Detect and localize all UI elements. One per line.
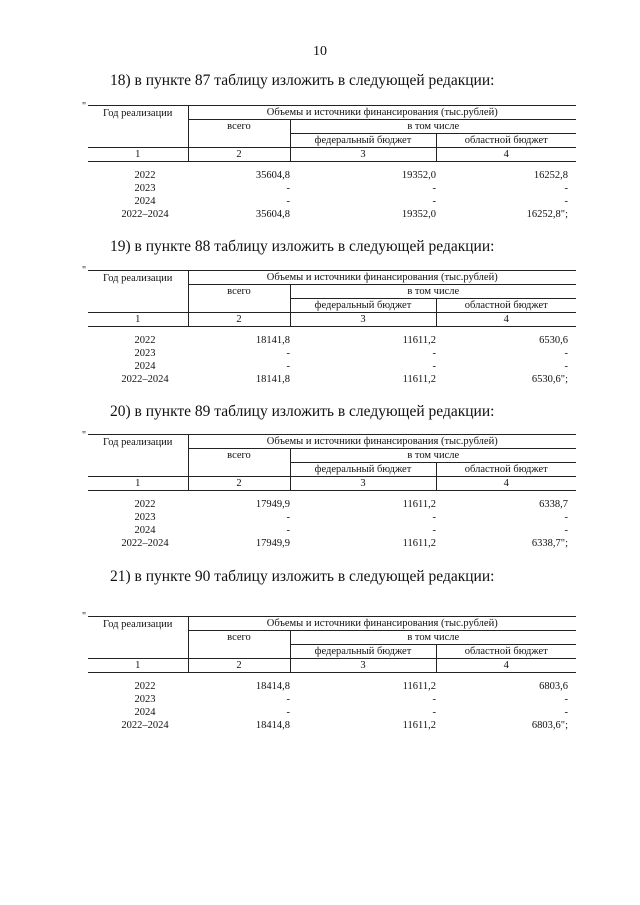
row-year: 2022 — [134, 335, 156, 346]
row-regional: - — [564, 348, 568, 359]
row-regional: 16252,8 — [533, 170, 568, 181]
header-total: всего — [188, 285, 290, 313]
row-year: 2022–2024 — [121, 209, 169, 220]
table-row — [88, 537, 576, 550]
table-row — [88, 327, 576, 348]
table-row — [88, 673, 576, 694]
row-total: 35604,8 — [255, 170, 290, 181]
column-number: 4 — [436, 477, 576, 491]
row-total: 18141,8 — [255, 335, 290, 346]
column-number: 4 — [436, 659, 576, 673]
table-row — [88, 195, 576, 208]
financing-table — [88, 616, 576, 732]
row-federal: 19352,0 — [401, 170, 436, 181]
financing-table — [88, 270, 576, 386]
header-year: Год реализации — [88, 435, 188, 477]
header-total: всего — [188, 631, 290, 659]
header-year: Год реализации — [88, 617, 188, 659]
row-regional: - — [564, 707, 568, 718]
row-federal: 11611,2 — [402, 335, 436, 346]
column-number: 2 — [188, 477, 290, 491]
header-regional: областной бюджет — [436, 645, 576, 659]
opening-quote: " — [82, 265, 87, 276]
table-row — [88, 182, 576, 195]
row-year: 2023 — [134, 183, 156, 194]
row-total: - — [286, 183, 290, 194]
row-year: 2022–2024 — [121, 720, 169, 731]
header-including: в том числе — [290, 631, 576, 645]
header-including: в том числе — [290, 285, 576, 299]
row-federal: - — [432, 512, 436, 523]
row-regional: - — [564, 512, 568, 523]
header-total: всего — [188, 120, 290, 148]
header-year: Год реализации — [88, 106, 188, 148]
opening-quote: " — [82, 430, 87, 441]
row-year: 2022 — [134, 170, 156, 181]
row-total: - — [286, 348, 290, 359]
row-total: 18141,8 — [255, 374, 290, 385]
section-heading: 19) в пункте 88 таблицу изложить в следующей редакции: — [110, 238, 495, 255]
row-year: 2023 — [134, 348, 156, 359]
row-regional: - — [564, 525, 568, 536]
column-number: 3 — [290, 148, 436, 162]
row-federal: 19352,0 — [401, 209, 436, 220]
row-federal: - — [432, 361, 436, 372]
header-regional: областной бюджет — [436, 134, 576, 148]
table-row — [88, 162, 576, 183]
page-number: 10 — [313, 44, 327, 59]
row-regional: - — [564, 694, 568, 705]
section-heading: 21) в пункте 90 таблицу изложить в следующей редакции: — [110, 568, 495, 585]
column-number: 1 — [88, 659, 188, 673]
row-federal: 11611,2 — [402, 681, 436, 692]
column-number: 3 — [290, 659, 436, 673]
row-total: 35604,8 — [255, 209, 290, 220]
column-number: 3 — [290, 477, 436, 491]
row-regional: - — [564, 183, 568, 194]
row-federal: - — [432, 525, 436, 536]
row-federal: - — [432, 348, 436, 359]
row-federal: - — [432, 694, 436, 705]
column-number: 3 — [290, 313, 436, 327]
row-total: - — [286, 512, 290, 523]
row-year: 2024 — [134, 196, 156, 207]
table-row — [88, 511, 576, 524]
financing-table — [88, 105, 576, 221]
table-row — [88, 524, 576, 537]
table-row — [88, 360, 576, 373]
opening-quote: " — [82, 101, 87, 112]
column-number: 1 — [88, 313, 188, 327]
column-number: 2 — [188, 148, 290, 162]
column-number: 2 — [188, 313, 290, 327]
header-including: в том числе — [290, 120, 576, 134]
header-federal: федеральный бюджет — [290, 299, 436, 313]
row-federal: 11611,2 — [402, 538, 436, 549]
row-federal: 11611,2 — [402, 499, 436, 510]
header-federal: федеральный бюджет — [290, 134, 436, 148]
row-total: 17949,9 — [255, 538, 290, 549]
column-number: 1 — [88, 477, 188, 491]
table-row — [88, 347, 576, 360]
row-year: 2022 — [134, 499, 156, 510]
row-total: - — [286, 196, 290, 207]
row-total: - — [286, 361, 290, 372]
column-number: 4 — [436, 148, 576, 162]
row-federal: - — [432, 196, 436, 207]
section-heading: 20) в пункте 89 таблицу изложить в следующей редакции: — [110, 403, 495, 420]
column-number: 1 — [88, 148, 188, 162]
row-year: 2022–2024 — [121, 538, 169, 549]
row-total: 17949,9 — [255, 499, 290, 510]
row-regional: 16252,8"; — [526, 209, 568, 220]
row-year: 2024 — [134, 525, 156, 536]
table-row — [88, 373, 576, 386]
row-regional: 6338,7"; — [531, 538, 568, 549]
header-regional: областной бюджет — [436, 299, 576, 313]
row-federal: - — [432, 707, 436, 718]
header-volumes: Объемы и источники финансирования (тыс.рублей) — [188, 435, 576, 449]
row-regional: 6803,6"; — [531, 720, 568, 731]
row-year: 2022–2024 — [121, 374, 169, 385]
header-volumes: Объемы и источники финансирования (тыс.рублей) — [188, 617, 576, 631]
row-year: 2022 — [134, 681, 156, 692]
opening-quote: " — [82, 611, 87, 622]
row-regional: 6530,6 — [539, 335, 568, 346]
row-regional: 6530,6"; — [531, 374, 568, 385]
header-volumes: Объемы и источники финансирования (тыс.рублей) — [188, 106, 576, 120]
row-federal: - — [432, 183, 436, 194]
header-regional: областной бюджет — [436, 463, 576, 477]
row-year: 2023 — [134, 694, 156, 705]
table-row — [88, 706, 576, 719]
table-row — [88, 491, 576, 512]
row-regional: 6803,6 — [539, 681, 568, 692]
table-row — [88, 693, 576, 706]
row-total: 18414,8 — [255, 720, 290, 731]
row-federal: 11611,2 — [402, 720, 436, 731]
row-regional: - — [564, 361, 568, 372]
header-volumes: Объемы и источники финансирования (тыс.рублей) — [188, 271, 576, 285]
row-year: 2023 — [134, 512, 156, 523]
table-row — [88, 719, 576, 732]
financing-table — [88, 434, 576, 550]
column-number: 2 — [188, 659, 290, 673]
row-regional: - — [564, 196, 568, 207]
header-including: в том числе — [290, 449, 576, 463]
header-year: Год реализации — [88, 271, 188, 313]
row-total: - — [286, 694, 290, 705]
header-federal: федеральный бюджет — [290, 463, 436, 477]
section-heading: 18) в пункте 87 таблицу изложить в следующей редакции: — [110, 72, 495, 89]
table-row — [88, 208, 576, 221]
row-total: 18414,8 — [255, 681, 290, 692]
row-total: - — [286, 707, 290, 718]
row-federal: 11611,2 — [402, 374, 436, 385]
header-federal: федеральный бюджет — [290, 645, 436, 659]
row-total: - — [286, 525, 290, 536]
column-number: 4 — [436, 313, 576, 327]
row-regional: 6338,7 — [539, 499, 568, 510]
header-total: всего — [188, 449, 290, 477]
row-year: 2024 — [134, 707, 156, 718]
row-year: 2024 — [134, 361, 156, 372]
